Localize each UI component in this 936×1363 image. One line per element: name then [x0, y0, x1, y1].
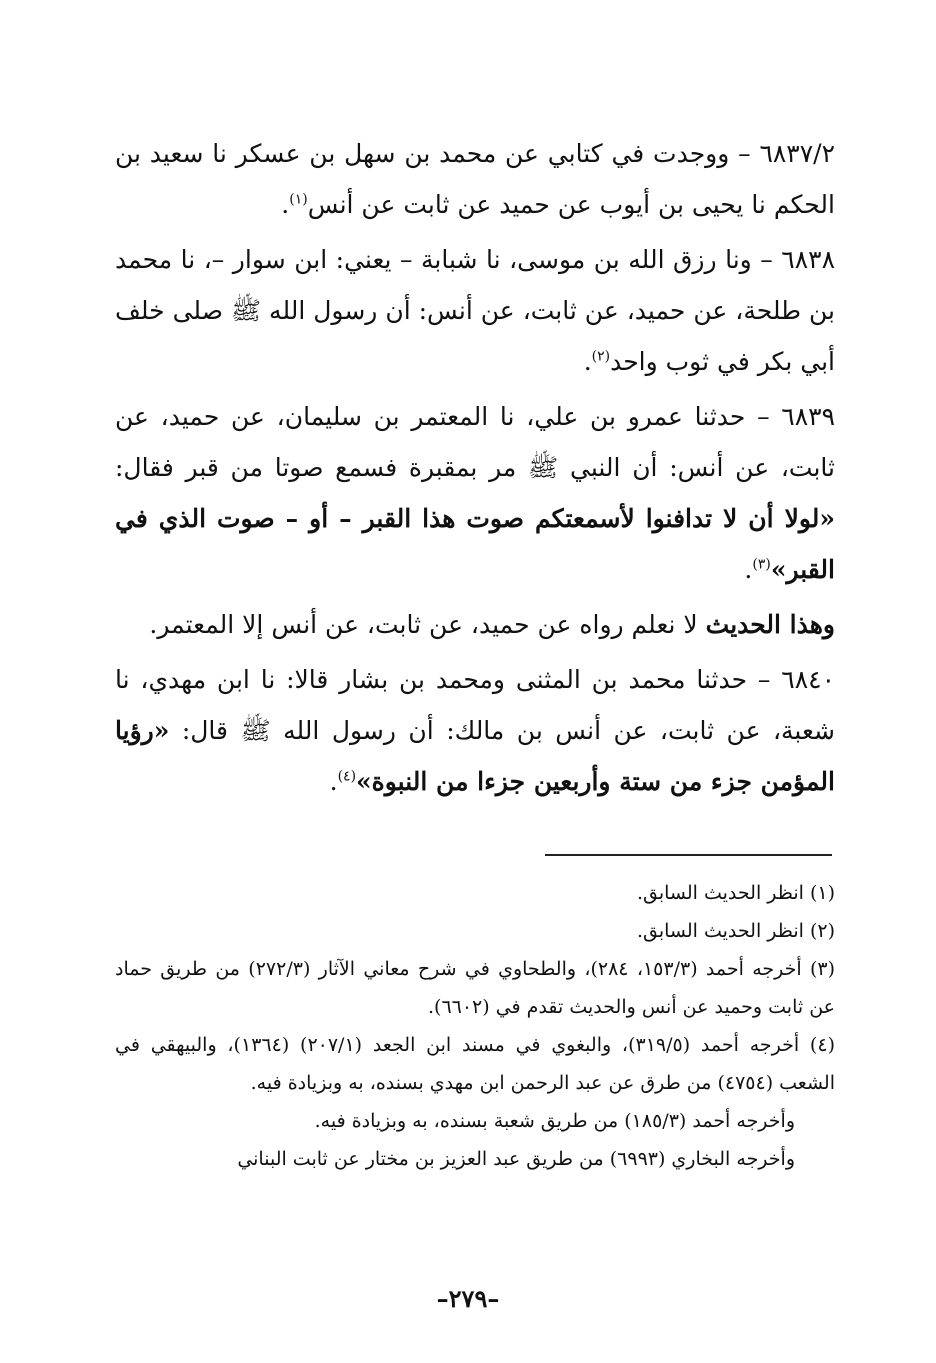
text-segment: . [744, 555, 753, 584]
hadith-comment [115, 599, 835, 650]
main-text [115, 128, 835, 807]
footnote-4: (٤) أخرجه أحمد (٣١٩/٥)، والبغوي في مسند ابن الجعد (٢٠٧/١) (١٣٦٤)، والبيهقي في الشعب (٤٧٥٤) من طرق عن عبد الرحمن ابن مهدي بسنده، به وبزيادة فيه. [115, 1034, 835, 1094]
hadith-6839 [115, 391, 835, 595]
footnotes [115, 874, 835, 1178]
text-segment: ٦٨٣٩ – حدثنا عمرو بن علي، نا المعتمر بن سليمان، عن حميد، عن ثابت، عن أنس: أن النبي ﷺ مر بمقبرة فسمع صوتا من قبر فقال: [115, 402, 835, 482]
text-segment: . [281, 190, 290, 219]
footnote-1: (١) انظر الحديث السابق. [636, 882, 835, 904]
footnote-4-continuation-a: وأخرجه أحمد (١٨٥/٣) من طريق شعبة بسنده، به وبزيادة فيه. [314, 1110, 795, 1132]
text-segment: ٦٨٣٨ – ونا رزق الله بن موسى، نا شبابة – يعني: ابن سوار –، نا محمد بن طلحة، عن حميد، عن ثابت، عن أنس: أن رسول الله ﷺ صلى خلف أبي بكر في ثوب واحد [115, 245, 835, 376]
hadith-6837 [115, 128, 835, 230]
text-segment: . [583, 347, 592, 376]
text-segment: لا نعلم رواه عن حميد، عن ثابت، عن أنس إلا المعتمر. [149, 610, 706, 639]
bold-text-segment: «رؤيا المؤمن جزء من ستة وأربعين جزءا من النبوة» [115, 716, 835, 796]
footnote-3: (٣) أخرجه أحمد (١٥٣/٣، ٢٨٤)، والطحاوي في شرح معاني الآثار (٢٧٢/٣) من طريق حماد عن ثابت وحميد عن أنس والحديث تقدم في (٦٦٠٢). [115, 958, 836, 1018]
footnote-divider [545, 854, 832, 856]
text-segment: ٦٨٣٧/٢ – ووجدت في كتابي عن محمد بن سهل بن عسكر نا سعيد بن الحكم نا يحيى بن أيوب عن حميد عن ثابت عن أنس [115, 139, 836, 219]
footnote-4-continuation-b: وأخرجه البخاري (٦٩٩٣) من طريق عبد العزيز بن مختار عن ثابت البناني [237, 1148, 795, 1170]
page-number: –٢٧٩– [436, 1284, 500, 1313]
text-segment: . [329, 767, 338, 796]
bold-text-segment: «لولا أن لا تدافنوا لأسمعتكم صوت هذا القبر – أو – صوت الذي في القبر» [115, 504, 835, 584]
hadith-6840 [115, 654, 835, 807]
footnote-ref: (٣) [752, 556, 771, 573]
footnote-2: (٢) انظر الحديث السابق. [636, 920, 835, 942]
footnote-ref: (٤) [337, 768, 357, 785]
hadith-6838 [115, 234, 835, 387]
bold-text-segment: وهذا الحديث [705, 610, 835, 639]
footnote-ref: (٢) [591, 348, 611, 365]
footnote-ref: (١) [289, 191, 308, 208]
text-segment: ٦٨٤٠ – حدثنا محمد بن المثنى ومحمد بن بشار قالا: نا ابن مهدي، نا شعبة، عن ثابت، عن أنس بن مالك: أن رسول الله ﷺ قال: [115, 665, 835, 745]
